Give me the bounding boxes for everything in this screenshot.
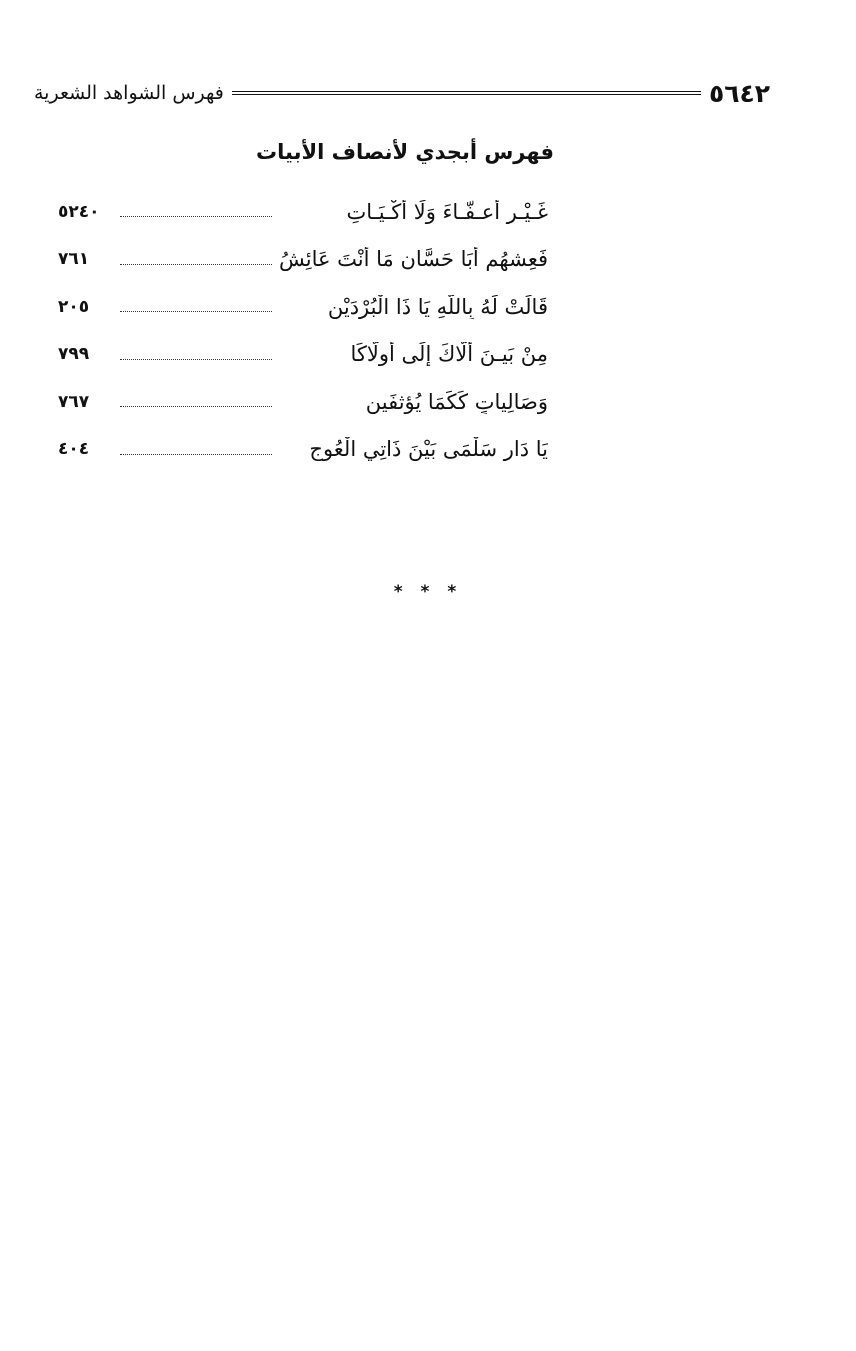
index-entry <box>58 378 548 426</box>
running-title: فهرس الشواهد الشعرية <box>34 82 224 104</box>
dot-leader <box>120 311 272 312</box>
verse-text: مِنْ بَيـنَ أَلَّاكَ إِلَى أُولَّاكَا <box>350 342 548 367</box>
page-reference: ٤٠٤ <box>58 439 90 460</box>
verse-text: وَصَالِياتٍ كَكَمَا يُؤثفَين <box>365 389 548 414</box>
page-reference: ٥٢٤٠ <box>58 201 100 222</box>
verse-text: غَـيْـرِ أعـفّـاءَ وَلَا أَكْـيَـاتِ <box>346 199 548 224</box>
section-heading: فهرس أبجدي لأنصاف الأبيات <box>256 140 554 164</box>
index-entry <box>58 236 548 284</box>
end-ornament: * * * <box>393 582 463 602</box>
page-reference: ٧٦١ <box>58 249 90 270</box>
verse-text: يَا دَار سَلْمَى بَيْنَ ذَاتِي الْعُوجِ <box>309 437 548 462</box>
dot-leader <box>120 359 272 360</box>
running-header <box>34 78 770 108</box>
verse-text: فَعِشهُم أَبَا حَسَّان مَا أَنْتَ عَائِشُ <box>278 247 548 272</box>
index-entry <box>58 331 548 379</box>
dot-leader <box>120 454 272 455</box>
dot-leader <box>120 216 272 217</box>
page-reference: ٢٠٥ <box>58 296 90 317</box>
page-reference: ٧٦٧ <box>58 391 90 412</box>
page-number: ٥٦٤٢ <box>708 78 770 108</box>
index-entry <box>58 283 548 331</box>
dot-leader <box>120 406 272 407</box>
page-reference: ٧٩٩ <box>58 344 90 365</box>
verse-index-list <box>58 188 548 473</box>
header-double-rule <box>232 91 701 95</box>
index-entry <box>58 426 548 474</box>
dot-leader <box>120 264 272 265</box>
index-entry <box>58 188 548 236</box>
verse-text: قَالَتْ لَهُ بِاللَّهِ يَا ذَا الْبُرْدَيْنِ <box>327 294 548 319</box>
